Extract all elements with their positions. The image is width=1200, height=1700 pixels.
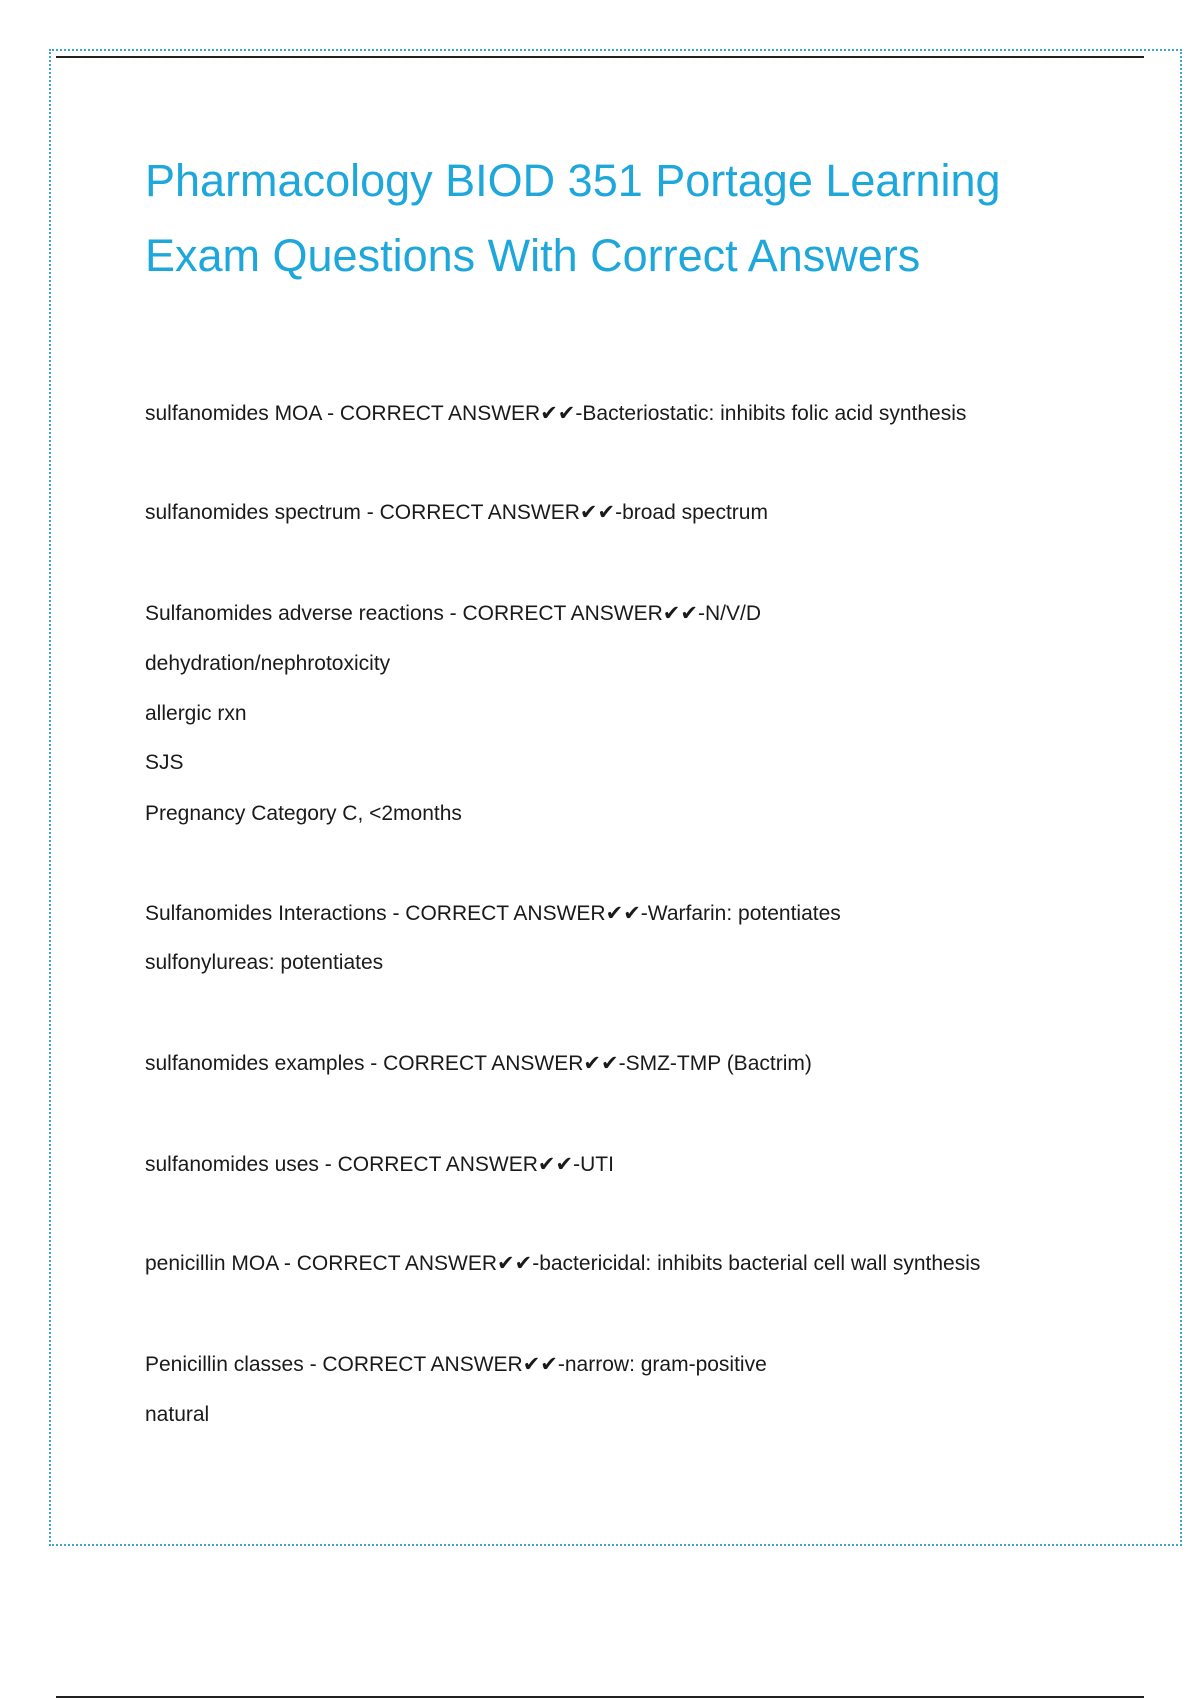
qa-line: sulfanomides spectrum - CORRECT ANSWER✔✔-broad spectrum — [145, 501, 768, 524]
qa-line: penicillin MOA - CORRECT ANSWER✔✔-bactericidal: inhibits bacterial cell wall synthesis — [145, 1252, 981, 1275]
qa-line: sulfanomides uses - CORRECT ANSWER✔✔-UTI — [145, 1153, 614, 1176]
top-rule — [56, 56, 1144, 58]
qa-line: Penicillin classes - CORRECT ANSWER✔✔-narrow: gram-positive — [145, 1353, 767, 1376]
document-title — [145, 143, 1095, 293]
qa-line: sulfonylureas: potentiates — [145, 951, 384, 974]
qa-line: allergic rxn — [145, 702, 247, 725]
title-line: Exam Questions With Correct Answers — [145, 230, 921, 281]
bottom-rule — [56, 1696, 1144, 1698]
title-line: Pharmacology BIOD 351 Portage Learning — [145, 155, 1001, 206]
qa-line: SJS — [145, 751, 184, 774]
qa-line: sulfanomides MOA - CORRECT ANSWER✔✔-Bacteriostatic: inhibits folic acid synthesis — [145, 402, 967, 425]
qa-line: sulfanomides examples - CORRECT ANSWER✔✔-SMZ-TMP (Bactrim) — [145, 1052, 812, 1075]
qa-line: natural — [145, 1403, 210, 1426]
qa-line: Pregnancy Category C, <2months — [145, 802, 462, 825]
qa-line: Sulfanomides Interactions - CORRECT ANSWER✔✔-Warfarin: potentiates — [145, 902, 841, 925]
qa-line: Sulfanomides adverse reactions - CORRECT ANSWER✔✔-N/V/D — [145, 602, 761, 625]
qa-line: dehydration/nephrotoxicity — [145, 652, 391, 675]
